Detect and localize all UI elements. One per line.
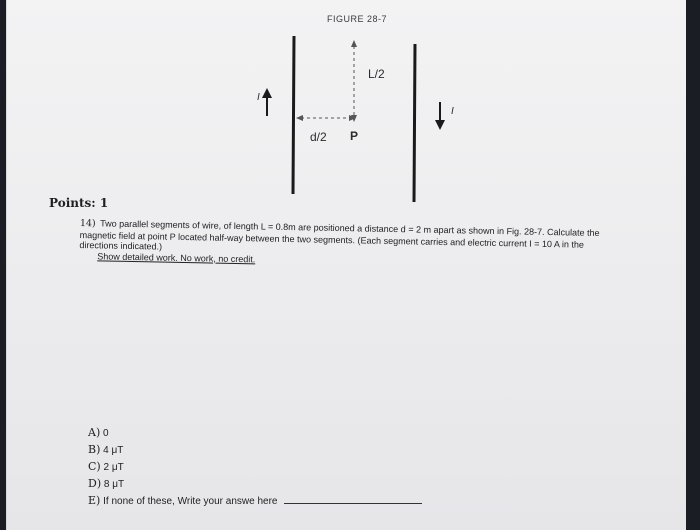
- figure-title: FIGURE 28-7: [327, 14, 388, 24]
- answer-option-e[interactable]: E) If none of these, Write your answe here: [88, 492, 422, 509]
- current-right-label: I: [451, 106, 454, 117]
- current-left-label: I: [257, 92, 260, 103]
- current-up-arrow-icon: [262, 88, 272, 116]
- points-label: Points: 1: [49, 196, 109, 210]
- right-wire: [414, 44, 415, 202]
- answer-option-b[interactable]: B) 4 μT: [88, 443, 124, 456]
- question-number: 14): [79, 218, 96, 230]
- answer-options: [88, 424, 422, 509]
- point-p-label: P: [350, 129, 359, 143]
- half-distance-label: d/2: [310, 130, 327, 144]
- answer-option-d[interactable]: D) 8 μT: [88, 477, 125, 490]
- answer-option-c[interactable]: C) 2 μT: [88, 460, 124, 473]
- current-down-arrow-icon: [435, 102, 445, 130]
- half-length-label: L/2: [368, 67, 385, 81]
- question-instruction: Show detailed work. No work, no credit.: [97, 250, 256, 264]
- left-wire: [293, 36, 294, 194]
- answer-option-a[interactable]: A) 0: [88, 426, 109, 439]
- answer-blank-line[interactable]: [284, 493, 422, 504]
- half-length-arrowhead-top: [351, 40, 357, 47]
- question-text: Two parallel segments of wire, of length L = 0.8m are positioned a distance d = 2 m apart as shown in Fig. 28-7. Calculate the magnetic field at point P located half-way between the two segments. (Each segment carries and electric current I = 10 A in the directions indicated.): [79, 218, 600, 252]
- half-distance-arrowhead-left: [296, 115, 303, 121]
